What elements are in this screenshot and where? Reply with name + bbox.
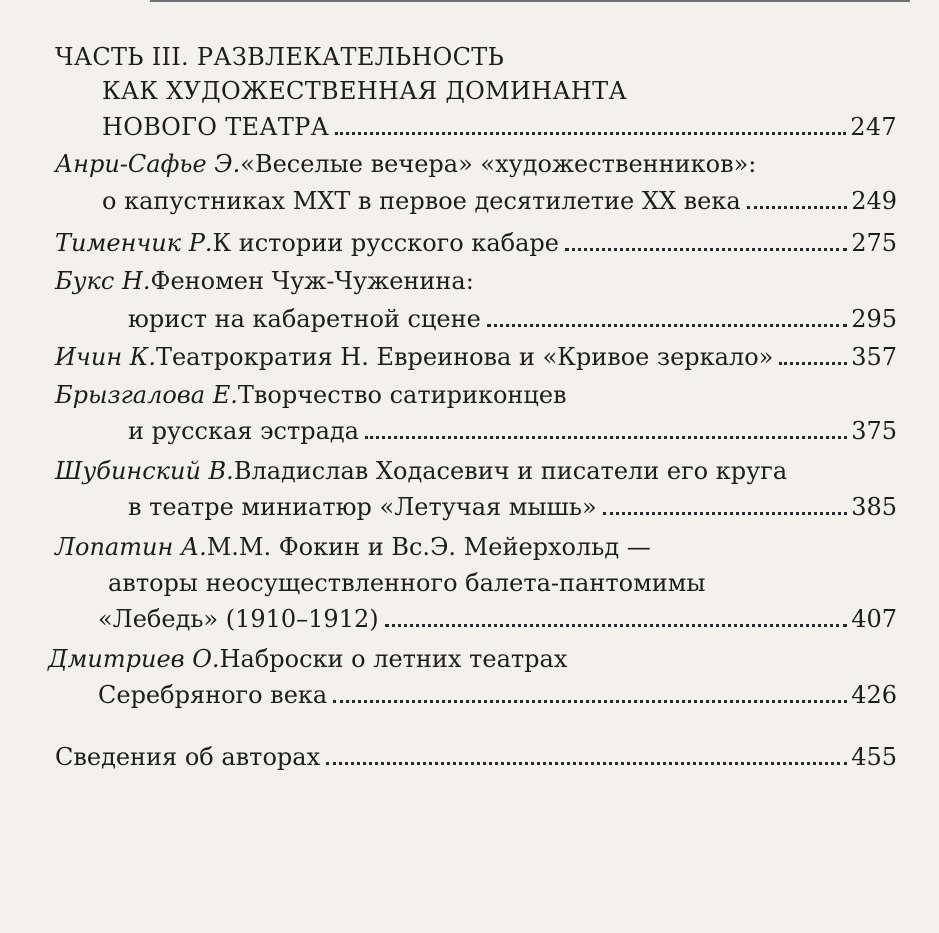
leader-dots — [365, 436, 847, 439]
toc-entry-line — [128, 412, 897, 446]
entry-author: Тименчик Р. — [55, 229, 213, 257]
entry-title: Феномен Чуж-Чуженина: — [150, 267, 474, 295]
entry-title: М.М. Фокин и Вс.Э. Мейерхольд — — [206, 533, 651, 561]
entry-title: «Лебедь» (1910–1912) — [98, 605, 379, 633]
entry-author: Брызгалова Е. — [55, 381, 238, 409]
leader-dots — [779, 362, 847, 365]
toc-entry-line — [98, 676, 897, 710]
entry-title: Серебряного века — [98, 681, 328, 709]
toc-entry-line — [55, 145, 756, 179]
part-heading-line-1: ЧАСТЬ III. РАЗВЛЕКАТЕЛЬНОСТЬ — [55, 43, 505, 71]
leader-dots — [565, 248, 847, 251]
leader-dots — [335, 132, 846, 135]
entry-author: Дмитриев О. — [48, 645, 220, 673]
entry-title: Владислав Ходасевич и писатели его круга — [233, 457, 788, 485]
entry-title: «Веселые вечера» «художественников»: — [240, 150, 757, 178]
entry-title: К истории русского кабаре — [212, 229, 559, 257]
entry-title: в театре миниатюр «Летучая мышь» — [128, 493, 597, 521]
page-number: 407 — [851, 605, 897, 633]
page-number: 275 — [851, 229, 897, 257]
leader-dots — [385, 624, 848, 627]
entry-title: авторы неосуществленного балета-пантомимы — [108, 569, 706, 597]
page-number: 249 — [851, 187, 897, 215]
toc-entry-line — [55, 452, 787, 486]
page-number: 455 — [851, 743, 897, 771]
page-number: 385 — [851, 493, 897, 521]
entry-title: Наброски о летних театрах — [219, 645, 568, 673]
authors-info-label: Сведения об авторах — [55, 743, 321, 771]
toc-entry-line — [55, 262, 474, 296]
authors-info-entry — [55, 738, 897, 772]
entry-title: о капустниках МХТ в первое десятилетие XX века — [102, 187, 741, 215]
leader-dots — [333, 700, 847, 703]
toc-entry-line — [55, 376, 567, 410]
page-number: 375 — [851, 417, 897, 445]
entry-title: юрист на кабаретной сцене — [128, 305, 481, 333]
entry-title: Творчество сатириконцев — [237, 381, 567, 409]
toc-entry-line — [55, 224, 897, 258]
toc-entry-line — [102, 182, 897, 216]
entry-author: Ичин К. — [55, 343, 156, 371]
page-number: 295 — [851, 305, 897, 333]
toc-entry-line — [128, 300, 897, 334]
page-number: 247 — [850, 113, 897, 141]
entry-title: и русская эстрада — [128, 417, 359, 445]
toc-entry-line — [55, 528, 651, 562]
page-number: 426 — [851, 681, 897, 709]
leader-dots — [747, 206, 847, 209]
toc-entry-line — [128, 488, 897, 522]
toc-entry-line — [55, 338, 897, 372]
toc-entry-line — [108, 564, 706, 598]
leader-dots — [326, 762, 847, 765]
entry-author: Букс Н. — [55, 267, 151, 295]
leader-dots — [487, 324, 847, 327]
leader-dots — [603, 512, 848, 515]
toc-entry-line — [48, 640, 567, 674]
entry-title: Театрократия Н. Евреинова и «Кривое зеркало» — [155, 343, 774, 371]
toc-entry-line — [98, 600, 897, 634]
entry-author: Анри-Сафье Э. — [55, 150, 241, 178]
part-heading-line-3: НОВОГО ТЕАТРА 247 — [102, 113, 897, 141]
page-number: 357 — [851, 343, 897, 371]
part-heading-line-2: КАК ХУДОЖЕСТВЕННАЯ ДОМИНАНТА — [102, 77, 627, 105]
entry-author: Шубинский В. — [55, 457, 234, 485]
entry-author: Лопатин А. — [55, 533, 207, 561]
